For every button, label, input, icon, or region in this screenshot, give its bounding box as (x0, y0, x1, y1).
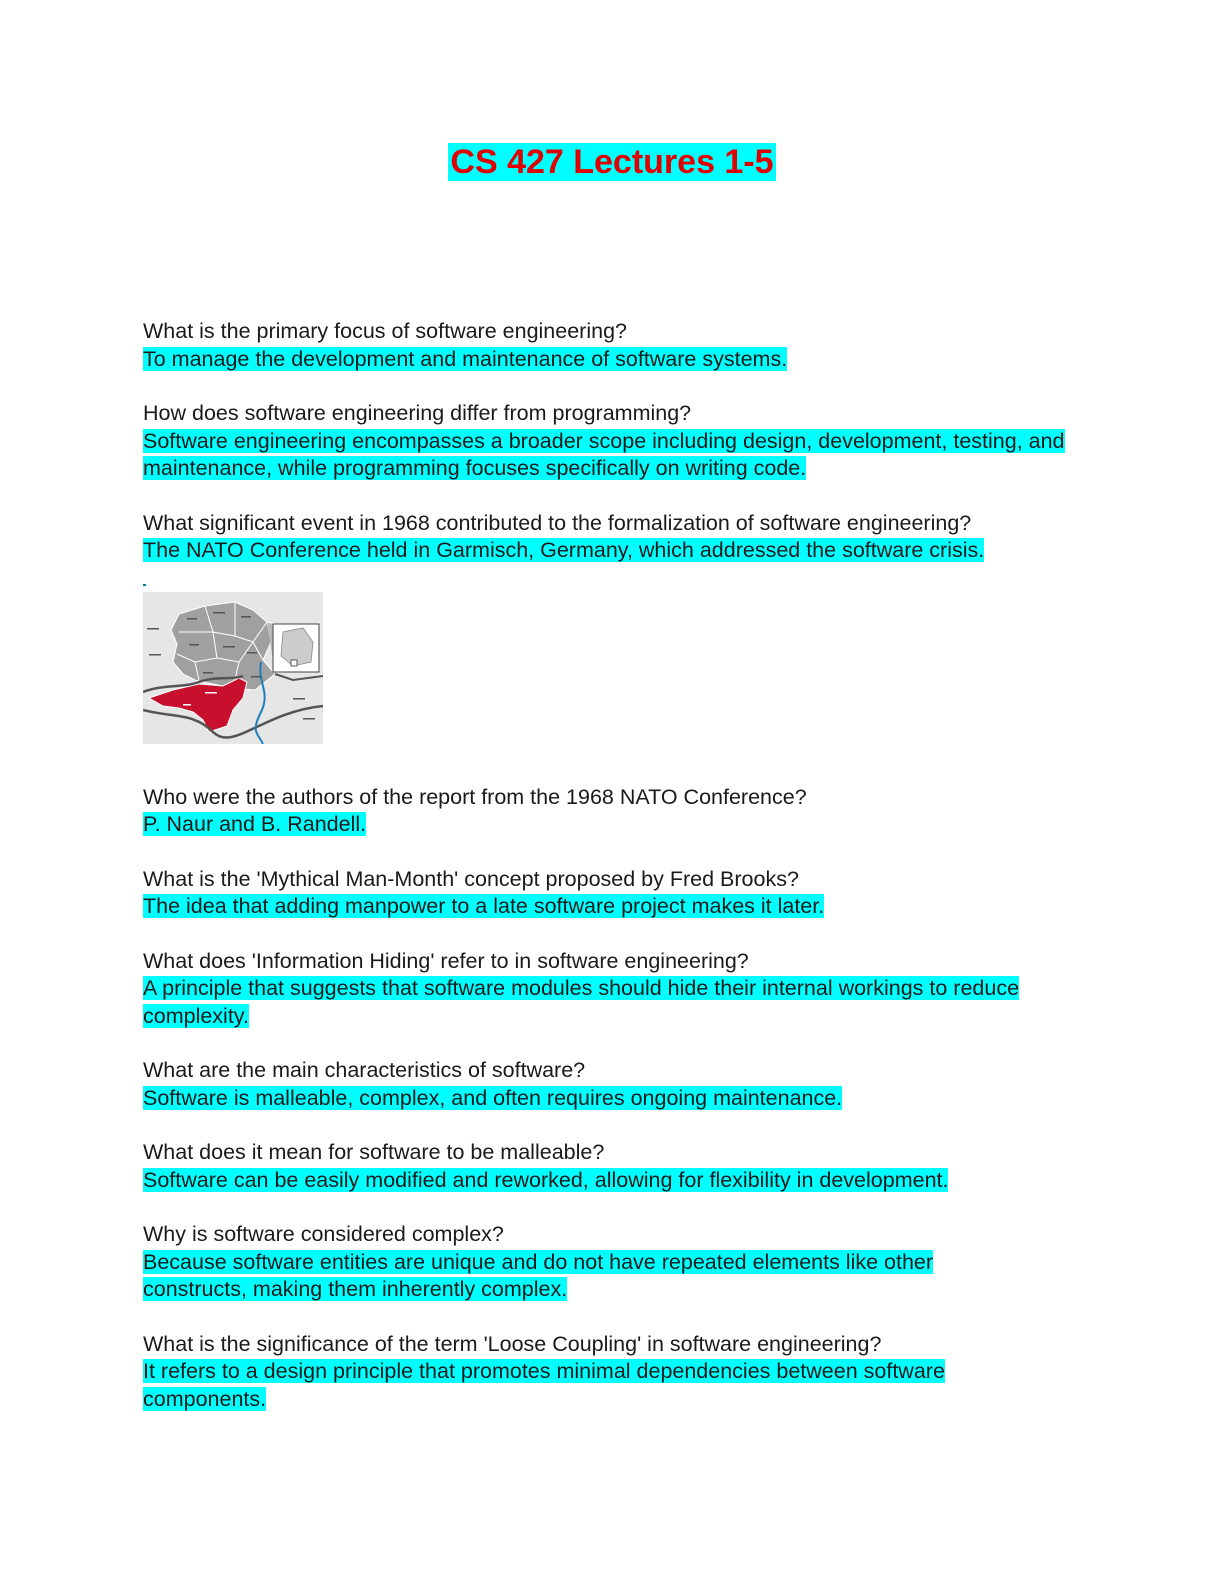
qa-item (143, 400, 1103, 483)
qa-item (143, 318, 1103, 373)
question-text: Who were the authors of the report from the 1968 NATO Conference? (143, 784, 807, 809)
qa-item (143, 1221, 1103, 1304)
answer-text: The NATO Conference held in Garmisch, Germany, which addressed the software crisis. (143, 538, 985, 562)
question-text: How does software engineering differ from programming? (143, 401, 692, 425)
answer-text: Software engineering encompasses a broader scope including design, development, testing, and maintenance, while programming focuses specifically on writing code. (143, 428, 1065, 480)
qa-item (143, 510, 1103, 565)
question-text: What is the 'Mythical Man-Month' concept proposed by Fred Brooks? (143, 866, 799, 891)
question-text: What is the significance of the term 'Loose Coupling' in software engineering? (143, 1331, 882, 1356)
question-text: What are the main characteristics of software? (143, 1058, 586, 1082)
question-text: Why is software considered complex? (143, 1222, 504, 1246)
qa-item (143, 866, 1103, 921)
question-text: What significant event in 1968 contributed to the formalization of software engineering? (143, 510, 972, 535)
question-text: What does 'Information Hiding' refer to in software engineering? (143, 948, 749, 973)
page-title (0, 142, 1224, 182)
answer-text: P. Naur and B. Randell. (143, 812, 367, 836)
question-text: What is the primary focus of software engineering? (143, 319, 627, 343)
answer-text: A principle that suggests that software modules should hide their internal workings to reduce complexity. (143, 976, 1020, 1028)
map-marker (143, 584, 146, 586)
answer-text: Software can be easily modified and reworked, allowing for flexibility in development. (143, 1167, 949, 1192)
answer-text: Software is malleable, complex, and often requires ongoing maintenance. (143, 1085, 843, 1110)
answer-text: Because software entities are unique and do not have repeated elements like other constructs, making them inherently complex. (143, 1249, 934, 1301)
qa-item (143, 1057, 1103, 1112)
qa-item (143, 1139, 1103, 1194)
qa-item (143, 1331, 1103, 1414)
qa-item (143, 948, 1103, 1031)
map-icon (143, 592, 323, 744)
document-body (143, 318, 1103, 1440)
district-locator-map-image (143, 592, 323, 744)
answer-text: It refers to a design principle that promotes minimal dependencies between software components. (143, 1359, 945, 1411)
page-title-text: CS 427 Lectures 1-5 (450, 143, 774, 181)
question-text: What does it mean for software to be malleable? (143, 1140, 605, 1164)
qa-item (143, 784, 1103, 839)
answer-text: The idea that adding manpower to a late software project makes it later. (143, 894, 825, 918)
answer-text: To manage the development and maintenance of software systems. (143, 346, 788, 371)
